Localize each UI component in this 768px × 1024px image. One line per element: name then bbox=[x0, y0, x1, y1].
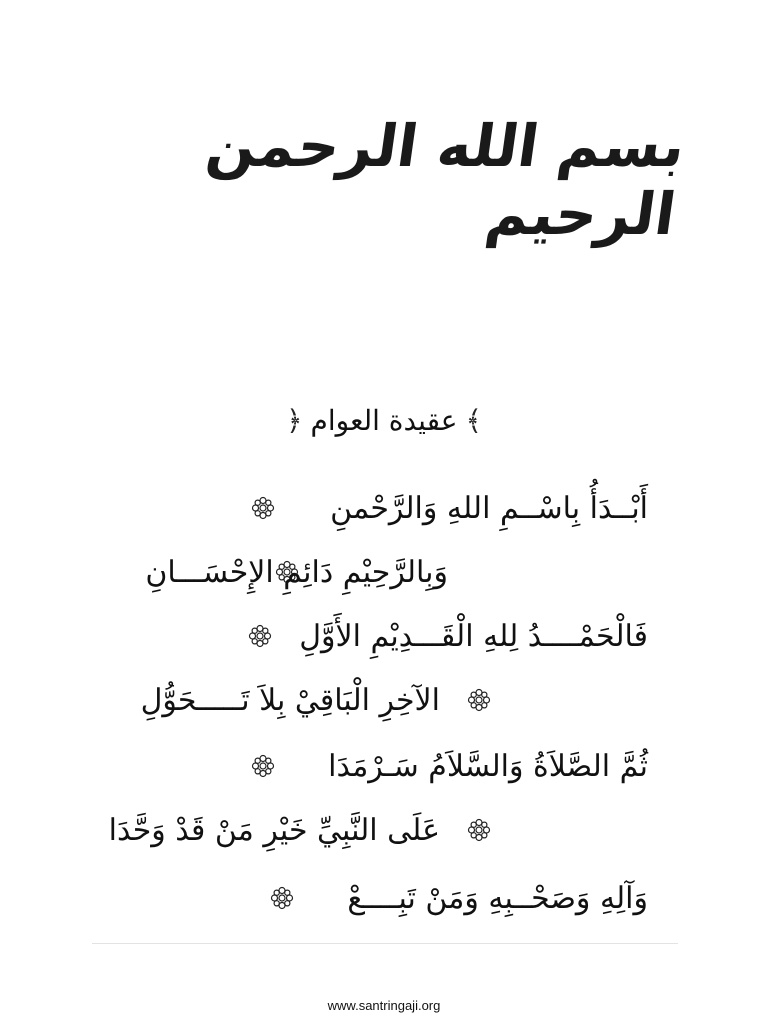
verse-text: أَبْــدَأُ بِاسْــمِ اللهِ وَالرَّحْمنِ bbox=[330, 490, 648, 526]
verse-line-4 bbox=[141, 678, 492, 722]
verse-text: ثُمَّ الصَّلاَةُ وَالسَّلاَمُ سَـرْمَدَا bbox=[328, 748, 648, 784]
poem-title-text: عقيدة العوام bbox=[310, 404, 458, 437]
title-ornament-right: ﴿ bbox=[286, 404, 303, 437]
flower-ornament-icon bbox=[250, 753, 276, 779]
verse-line-5 bbox=[250, 744, 648, 788]
flower-ornament-icon bbox=[269, 885, 295, 911]
verse-line-1 bbox=[278, 486, 648, 530]
footer-website[interactable]: www.santringaji.org bbox=[327, 998, 441, 1013]
basmala-calligraphy bbox=[90, 110, 690, 250]
flower-ornament-icon bbox=[466, 817, 492, 843]
basmala-text: بسم الله الرحمن الرحيم bbox=[202, 112, 690, 248]
verse-line-6 bbox=[109, 808, 492, 852]
verse-line-2-text bbox=[145, 550, 448, 594]
poem-title bbox=[0, 404, 768, 437]
verse-text: فَالْحَمْــــدُ لِلهِ الْقَـــدِيْمِ الأَوَّلِ bbox=[299, 618, 648, 654]
flower-ornament-icon bbox=[250, 495, 276, 521]
verse-text: عَلَى النَّبِيِّ خَيْرِ مَنْ قَدْ وَحَّدَا bbox=[108, 812, 440, 848]
verse-text: وَبِالرَّحِيْمِ دَائِمِ الإِحْسَـــانِ bbox=[145, 554, 448, 590]
flower-ornament-icon bbox=[466, 687, 492, 713]
title-ornament-left: ﴾ bbox=[465, 404, 482, 437]
verse-line-3 bbox=[247, 614, 648, 658]
verse-text: وَآلِهِ وَصَحْــبِهِ وَمَنْ تَبِــــعْ bbox=[347, 880, 648, 916]
flower-ornament-icon bbox=[247, 623, 273, 649]
footer-divider bbox=[92, 943, 678, 944]
verse-line-7 bbox=[269, 876, 648, 920]
verse-text: الآخِرِ الْبَاقِيْ بِلاَ تَـــــحَوُّلِ bbox=[140, 682, 440, 718]
